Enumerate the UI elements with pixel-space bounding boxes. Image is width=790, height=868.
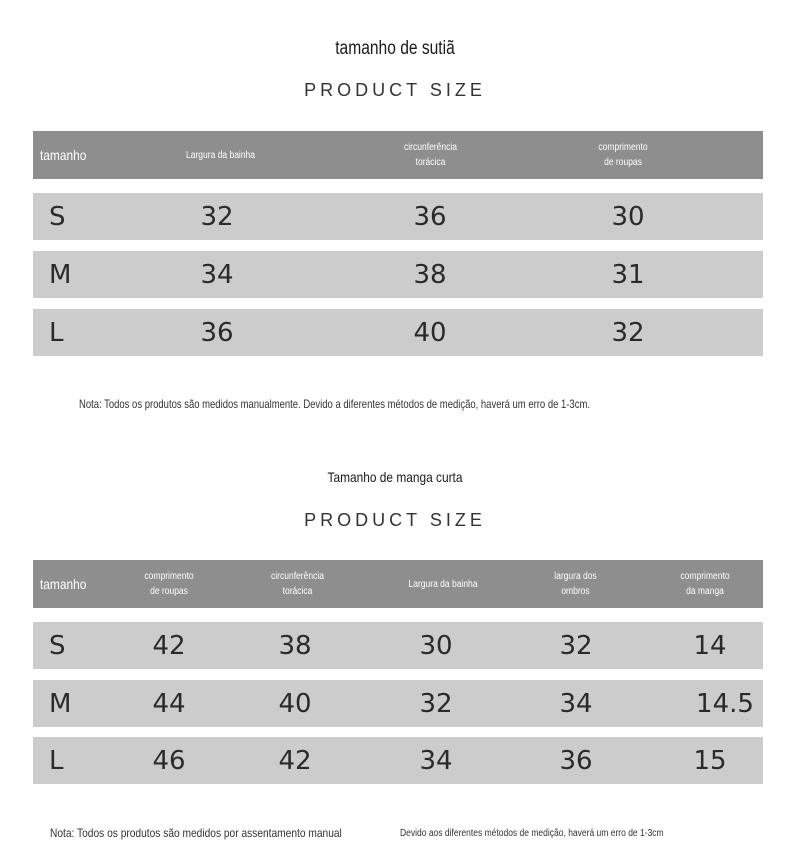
value-cell: 32 — [200, 201, 234, 232]
header-size: tamanho — [40, 146, 87, 163]
value-cell: 15 — [693, 745, 727, 776]
header-shoulder: largura dos ombros — [554, 571, 597, 597]
value-cell: 34 — [200, 259, 234, 290]
value-cell: 34 — [559, 688, 593, 719]
value-cell: 46 — [152, 745, 186, 776]
bra-product-size-subtitle: PRODUCT SIZE — [304, 80, 486, 100]
value-cell: 30 — [419, 630, 453, 661]
value-cell: 32 — [611, 317, 645, 348]
value-cell: 32 — [559, 630, 593, 661]
value-cell: 40 — [413, 317, 447, 348]
table-row — [33, 737, 763, 784]
sleeve-table-header — [33, 560, 763, 608]
sleeve-measurement-note-part2: Devido aos diferentes métodos de medição, haverá um erro de 1-3cm — [400, 828, 664, 839]
header-chest: circunferência torácica — [271, 571, 324, 597]
header-chest: circunferência torácica — [404, 142, 457, 168]
header-length: comprimento de roupas — [144, 571, 194, 597]
bra-size-title: tamanho de sutiã — [335, 38, 455, 59]
value-cell: 14 — [693, 630, 727, 661]
table-row — [33, 680, 763, 727]
value-cell: 36 — [200, 317, 234, 348]
value-cell: 31 — [611, 259, 645, 290]
value-cell: 42 — [152, 630, 186, 661]
value-cell: 32 — [419, 688, 453, 719]
value-cell: 44 — [152, 688, 186, 719]
size-cell: M — [49, 259, 72, 290]
size-cell: M — [49, 688, 72, 719]
header-hem-width: Largura da bainha — [408, 578, 478, 590]
table-row — [33, 193, 763, 240]
value-cell: 42 — [278, 745, 312, 776]
bra-table-header — [33, 131, 763, 179]
sleeve-product-size-subtitle: PRODUCT SIZE — [304, 510, 486, 530]
header-length: comprimento de roupas — [598, 142, 648, 168]
size-cell: S — [49, 630, 66, 661]
value-cell: 38 — [413, 259, 447, 290]
short-sleeve-size-title: Tamanho de manga curta — [327, 469, 463, 485]
size-cell: L — [49, 745, 64, 776]
value-cell: 14.5 — [696, 688, 754, 719]
header-sleeve-length: comprimento da manga — [680, 571, 730, 597]
value-cell: 34 — [419, 745, 453, 776]
value-cell: 38 — [278, 630, 312, 661]
table-row — [33, 309, 763, 356]
value-cell: 36 — [413, 201, 447, 232]
value-cell: 40 — [278, 688, 312, 719]
header-hem-width: Largura da bainha — [185, 149, 256, 161]
value-cell: 30 — [611, 201, 645, 232]
value-cell: 36 — [559, 745, 593, 776]
sleeve-measurement-note-part1: Nota: Todos os produtos são medidos por assentamento manual — [50, 826, 342, 840]
header-size: tamanho — [40, 575, 87, 592]
size-cell: S — [49, 201, 66, 232]
size-cell: L — [49, 317, 64, 348]
table-row — [33, 622, 763, 669]
table-row — [33, 251, 763, 298]
bra-measurement-note: Nota: Todos os produtos são medidos manualmente. Devido a diferentes métodos de medição, haverá um erro de 1-3cm. — [79, 397, 590, 411]
